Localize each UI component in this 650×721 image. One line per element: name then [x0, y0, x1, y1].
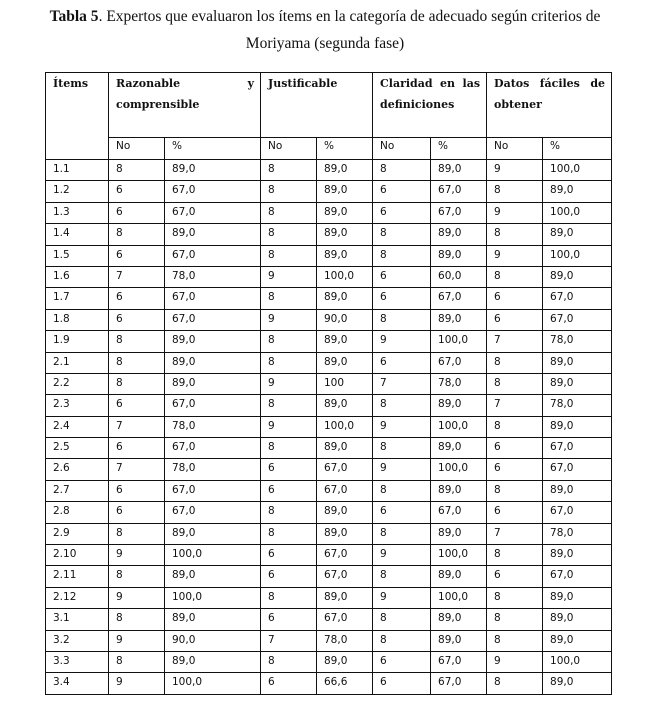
- count-cell: 9: [261, 373, 317, 394]
- count-cell: 8: [109, 566, 165, 587]
- percent-cell: 100,0: [543, 202, 612, 223]
- percent-cell: 78,0: [543, 395, 612, 416]
- count-cell: 8: [373, 480, 431, 501]
- item-id-cell: 2.8: [46, 502, 109, 523]
- count-cell: 8: [261, 224, 317, 245]
- count-cell: 8: [261, 523, 317, 544]
- count-cell: 8: [261, 288, 317, 309]
- item-id-cell: 1.9: [46, 331, 109, 352]
- count-cell: 6: [487, 309, 543, 330]
- count-cell: 7: [109, 459, 165, 480]
- header-text: obtener: [494, 98, 542, 111]
- item-id-cell: 2.9: [46, 523, 109, 544]
- percent-cell: 78,0: [543, 523, 612, 544]
- percent-cell: 100,0: [431, 545, 487, 566]
- percent-cell: 67,0: [317, 459, 373, 480]
- percent-cell: 89,0: [431, 480, 487, 501]
- count-cell: 6: [373, 352, 431, 373]
- header-text: Razonable: [116, 77, 181, 90]
- table-row: [46, 587, 612, 608]
- count-cell: 9: [487, 651, 543, 672]
- percent-cell: 100,0: [431, 587, 487, 608]
- table-row: [46, 245, 612, 266]
- percent-cell: 100,0: [543, 651, 612, 672]
- count-cell: 6: [109, 438, 165, 459]
- percent-cell: 89,0: [543, 609, 612, 630]
- experts-table: [45, 72, 612, 695]
- count-cell: 7: [487, 395, 543, 416]
- table-row: [46, 373, 612, 394]
- header-razonable: [109, 73, 261, 138]
- item-id-cell: 3.2: [46, 630, 109, 651]
- table-row: [46, 181, 612, 202]
- percent-cell: 89,0: [543, 373, 612, 394]
- count-cell: 8: [261, 438, 317, 459]
- table-caption-text: . Expertos que evaluaron los ítems en la categoría de adecuado según criterios de: [98, 8, 601, 25]
- subheader-no: No: [261, 138, 317, 160]
- subheader-no: No: [487, 138, 543, 160]
- percent-cell: 100,0: [543, 160, 612, 181]
- header-text: de: [590, 77, 606, 90]
- item-id-cell: 2.4: [46, 416, 109, 437]
- percent-cell: 100,0: [431, 331, 487, 352]
- count-cell: 7: [373, 373, 431, 394]
- item-id-cell: 3.3: [46, 651, 109, 672]
- count-cell: 6: [109, 202, 165, 223]
- percent-cell: 67,0: [431, 288, 487, 309]
- percent-cell: 89,0: [165, 651, 261, 672]
- percent-cell: 89,0: [317, 202, 373, 223]
- percent-cell: 67,0: [543, 309, 612, 330]
- percent-cell: 100,0: [317, 266, 373, 287]
- count-cell: 8: [261, 352, 317, 373]
- percent-cell: 67,0: [543, 459, 612, 480]
- count-cell: 8: [373, 224, 431, 245]
- count-cell: 6: [109, 309, 165, 330]
- count-cell: 8: [373, 160, 431, 181]
- percent-cell: 89,0: [431, 245, 487, 266]
- percent-cell: 89,0: [317, 245, 373, 266]
- count-cell: 8: [487, 181, 543, 202]
- percent-cell: 78,0: [431, 373, 487, 394]
- table-caption-line1: [0, 8, 650, 26]
- item-id-cell: 2.12: [46, 587, 109, 608]
- percent-cell: 89,0: [317, 160, 373, 181]
- percent-cell: 90,0: [165, 630, 261, 651]
- percent-cell: 78,0: [543, 331, 612, 352]
- count-cell: 6: [109, 502, 165, 523]
- count-cell: 6: [373, 502, 431, 523]
- percent-cell: 89,0: [431, 160, 487, 181]
- count-cell: 8: [261, 160, 317, 181]
- header-text: comprensible: [116, 98, 200, 111]
- count-cell: 9: [261, 416, 317, 437]
- percent-cell: 100,0: [165, 545, 261, 566]
- item-id-cell: 2.5: [46, 438, 109, 459]
- subheader-pct: %: [165, 138, 261, 160]
- percent-cell: 67,0: [543, 438, 612, 459]
- subheader-no: No: [109, 138, 165, 160]
- percent-cell: 67,0: [431, 181, 487, 202]
- count-cell: 7: [261, 630, 317, 651]
- count-cell: 6: [373, 181, 431, 202]
- count-cell: 9: [487, 160, 543, 181]
- table-row: [46, 502, 612, 523]
- count-cell: 9: [487, 245, 543, 266]
- percent-cell: 60,0: [431, 266, 487, 287]
- percent-cell: 100: [317, 373, 373, 394]
- percent-cell: 67,0: [165, 438, 261, 459]
- percent-cell: 89,0: [317, 587, 373, 608]
- count-cell: 8: [109, 373, 165, 394]
- percent-cell: 89,0: [543, 480, 612, 501]
- percent-cell: 67,0: [165, 202, 261, 223]
- count-cell: 8: [487, 224, 543, 245]
- table-row: [46, 609, 612, 630]
- count-cell: 8: [487, 673, 543, 694]
- percent-cell: 89,0: [431, 630, 487, 651]
- percent-cell: 67,0: [165, 181, 261, 202]
- count-cell: 6: [487, 288, 543, 309]
- count-cell: 8: [373, 395, 431, 416]
- count-cell: 6: [261, 566, 317, 587]
- count-cell: 8: [109, 523, 165, 544]
- percent-cell: 89,0: [165, 609, 261, 630]
- percent-cell: 89,0: [431, 309, 487, 330]
- count-cell: 8: [487, 352, 543, 373]
- table-row: [46, 480, 612, 501]
- count-cell: 6: [261, 545, 317, 566]
- header-text: Justificable: [268, 77, 338, 90]
- table-row: [46, 352, 612, 373]
- percent-cell: 67,0: [317, 566, 373, 587]
- count-cell: 8: [109, 651, 165, 672]
- item-id-cell: 1.3: [46, 202, 109, 223]
- count-cell: 6: [373, 288, 431, 309]
- item-id-cell: 3.1: [46, 609, 109, 630]
- percent-cell: 100,0: [431, 416, 487, 437]
- count-cell: 9: [373, 545, 431, 566]
- count-cell: 9: [109, 587, 165, 608]
- count-cell: 9: [373, 459, 431, 480]
- count-cell: 9: [261, 266, 317, 287]
- percent-cell: 67,0: [165, 309, 261, 330]
- percent-cell: 89,0: [317, 352, 373, 373]
- count-cell: 9: [109, 630, 165, 651]
- count-cell: 9: [373, 416, 431, 437]
- count-cell: 8: [261, 331, 317, 352]
- count-cell: 6: [109, 395, 165, 416]
- percent-cell: 67,0: [431, 502, 487, 523]
- header-justificable: [261, 73, 373, 138]
- subheader-pct: %: [543, 138, 612, 160]
- table-row: [46, 416, 612, 437]
- percent-cell: 89,0: [317, 651, 373, 672]
- count-cell: 6: [373, 673, 431, 694]
- table-row: [46, 331, 612, 352]
- percent-cell: 67,0: [165, 245, 261, 266]
- header-text: definiciones: [380, 98, 455, 111]
- count-cell: 8: [373, 309, 431, 330]
- percent-cell: 89,0: [543, 181, 612, 202]
- count-cell: 6: [261, 459, 317, 480]
- percent-cell: 78,0: [165, 266, 261, 287]
- table-row: [46, 395, 612, 416]
- count-cell: 8: [261, 651, 317, 672]
- percent-cell: 100,0: [431, 459, 487, 480]
- count-cell: 6: [261, 673, 317, 694]
- count-cell: 8: [373, 630, 431, 651]
- item-id-cell: 2.6: [46, 459, 109, 480]
- count-cell: 8: [487, 416, 543, 437]
- header-items: Ítems: [46, 73, 109, 160]
- count-cell: 9: [261, 309, 317, 330]
- percent-cell: 100,0: [317, 416, 373, 437]
- percent-cell: 89,0: [543, 587, 612, 608]
- percent-cell: 78,0: [165, 416, 261, 437]
- count-cell: 8: [373, 245, 431, 266]
- count-cell: 9: [373, 587, 431, 608]
- table-row: [46, 288, 612, 309]
- count-cell: 8: [487, 373, 543, 394]
- percent-cell: 89,0: [317, 395, 373, 416]
- count-cell: 8: [487, 587, 543, 608]
- count-cell: 8: [487, 630, 543, 651]
- item-id-cell: 2.1: [46, 352, 109, 373]
- percent-cell: 67,0: [317, 545, 373, 566]
- count-cell: 8: [109, 331, 165, 352]
- count-cell: 8: [109, 224, 165, 245]
- count-cell: 8: [487, 266, 543, 287]
- percent-cell: 78,0: [317, 630, 373, 651]
- table-row: [46, 630, 612, 651]
- percent-cell: 100,0: [165, 673, 261, 694]
- table-row: [46, 651, 612, 672]
- percent-cell: 67,0: [543, 288, 612, 309]
- table-row: [46, 523, 612, 544]
- subheader-row: [46, 138, 612, 160]
- count-cell: 8: [261, 181, 317, 202]
- table-row: [46, 545, 612, 566]
- count-cell: 8: [487, 480, 543, 501]
- count-cell: 7: [109, 266, 165, 287]
- count-cell: 6: [373, 202, 431, 223]
- table-caption-line2: Moriyama (segunda fase): [245, 35, 405, 52]
- percent-cell: 89,0: [543, 224, 612, 245]
- count-cell: 9: [487, 202, 543, 223]
- count-cell: 6: [373, 266, 431, 287]
- percent-cell: 67,0: [165, 480, 261, 501]
- count-cell: 8: [373, 566, 431, 587]
- item-id-cell: 1.7: [46, 288, 109, 309]
- percent-cell: 67,0: [317, 480, 373, 501]
- percent-cell: 89,0: [431, 609, 487, 630]
- table-row: [46, 566, 612, 587]
- header-text: las: [462, 77, 481, 90]
- count-cell: 8: [487, 609, 543, 630]
- count-cell: 8: [373, 438, 431, 459]
- count-cell: 9: [373, 331, 431, 352]
- item-id-cell: 2.3: [46, 395, 109, 416]
- item-id-cell: 1.8: [46, 309, 109, 330]
- percent-cell: 89,0: [317, 224, 373, 245]
- count-cell: 6: [109, 480, 165, 501]
- count-cell: 6: [109, 288, 165, 309]
- item-id-cell: 1.5: [46, 245, 109, 266]
- percent-cell: 89,0: [431, 395, 487, 416]
- count-cell: 8: [487, 545, 543, 566]
- item-id-cell: 2.10: [46, 545, 109, 566]
- percent-cell: 89,0: [543, 266, 612, 287]
- table-row: [46, 224, 612, 245]
- subheader-no: No: [373, 138, 431, 160]
- percent-cell: 89,0: [317, 288, 373, 309]
- item-id-cell: 2.7: [46, 480, 109, 501]
- item-id-cell: 2.2: [46, 373, 109, 394]
- header-text: en: [440, 77, 456, 90]
- item-id-cell: 1.4: [46, 224, 109, 245]
- percent-cell: 89,0: [543, 630, 612, 651]
- count-cell: 7: [487, 523, 543, 544]
- count-cell: 8: [373, 609, 431, 630]
- percent-cell: 67,0: [431, 202, 487, 223]
- percent-cell: 67,0: [165, 502, 261, 523]
- percent-cell: 89,0: [165, 224, 261, 245]
- percent-cell: 100,0: [543, 245, 612, 266]
- count-cell: 6: [487, 566, 543, 587]
- percent-cell: 67,0: [165, 395, 261, 416]
- count-cell: 8: [109, 352, 165, 373]
- count-cell: 9: [109, 673, 165, 694]
- count-cell: 6: [487, 438, 543, 459]
- header-text: y: [247, 77, 254, 90]
- percent-cell: 67,0: [431, 673, 487, 694]
- item-id-cell: 1.6: [46, 266, 109, 287]
- header-claridad: [373, 73, 487, 138]
- percent-cell: 89,0: [543, 352, 612, 373]
- percent-cell: 78,0: [165, 459, 261, 480]
- table-row: [46, 160, 612, 181]
- count-cell: 8: [261, 502, 317, 523]
- percent-cell: 66,6: [317, 673, 373, 694]
- percent-cell: 67,0: [165, 288, 261, 309]
- table-row: [46, 266, 612, 287]
- percent-cell: 89,0: [317, 502, 373, 523]
- percent-cell: 67,0: [543, 502, 612, 523]
- table-row: [46, 309, 612, 330]
- percent-cell: 67,0: [317, 609, 373, 630]
- percent-cell: 89,0: [165, 331, 261, 352]
- percent-cell: 89,0: [165, 160, 261, 181]
- count-cell: 8: [261, 587, 317, 608]
- percent-cell: 89,0: [317, 331, 373, 352]
- table-row: [46, 438, 612, 459]
- count-cell: 8: [373, 523, 431, 544]
- percent-cell: 89,0: [165, 566, 261, 587]
- item-id-cell: 2.11: [46, 566, 109, 587]
- count-cell: 6: [109, 181, 165, 202]
- percent-cell: 100,0: [165, 587, 261, 608]
- count-cell: 6: [261, 480, 317, 501]
- table-row: [46, 459, 612, 480]
- percent-cell: 89,0: [431, 566, 487, 587]
- count-cell: 7: [109, 416, 165, 437]
- header-row: [46, 73, 612, 138]
- count-cell: 8: [261, 395, 317, 416]
- header-text: Claridad: [380, 77, 433, 90]
- count-cell: 8: [261, 245, 317, 266]
- item-id-cell: 1.2: [46, 181, 109, 202]
- header-datos: [487, 73, 612, 138]
- item-id-cell: 3.4: [46, 673, 109, 694]
- count-cell: 6: [261, 609, 317, 630]
- count-cell: 8: [109, 609, 165, 630]
- count-cell: 8: [261, 202, 317, 223]
- count-cell: 6: [487, 459, 543, 480]
- percent-cell: 89,0: [165, 373, 261, 394]
- percent-cell: 89,0: [317, 438, 373, 459]
- subheader-pct: %: [317, 138, 373, 160]
- header-text: fáciles: [539, 77, 580, 90]
- count-cell: 6: [109, 245, 165, 266]
- percent-cell: 89,0: [431, 523, 487, 544]
- percent-cell: 89,0: [543, 545, 612, 566]
- count-cell: 9: [109, 545, 165, 566]
- percent-cell: 67,0: [431, 651, 487, 672]
- count-cell: 6: [373, 651, 431, 672]
- subheader-pct: %: [431, 138, 487, 160]
- percent-cell: 89,0: [317, 181, 373, 202]
- count-cell: 7: [487, 331, 543, 352]
- count-cell: 8: [109, 160, 165, 181]
- table-row: [46, 202, 612, 223]
- percent-cell: 89,0: [165, 523, 261, 544]
- percent-cell: 67,0: [543, 566, 612, 587]
- percent-cell: 90,0: [317, 309, 373, 330]
- percent-cell: 89,0: [431, 224, 487, 245]
- percent-cell: 89,0: [317, 523, 373, 544]
- header-text: Datos: [494, 77, 530, 90]
- percent-cell: 89,0: [543, 673, 612, 694]
- percent-cell: 89,0: [431, 438, 487, 459]
- table-caption-label: Tabla 5: [49, 8, 99, 25]
- count-cell: 6: [487, 502, 543, 523]
- percent-cell: 89,0: [543, 416, 612, 437]
- percent-cell: 89,0: [165, 352, 261, 373]
- percent-cell: 67,0: [431, 352, 487, 373]
- item-id-cell: 1.1: [46, 160, 109, 181]
- table-row: [46, 673, 612, 694]
